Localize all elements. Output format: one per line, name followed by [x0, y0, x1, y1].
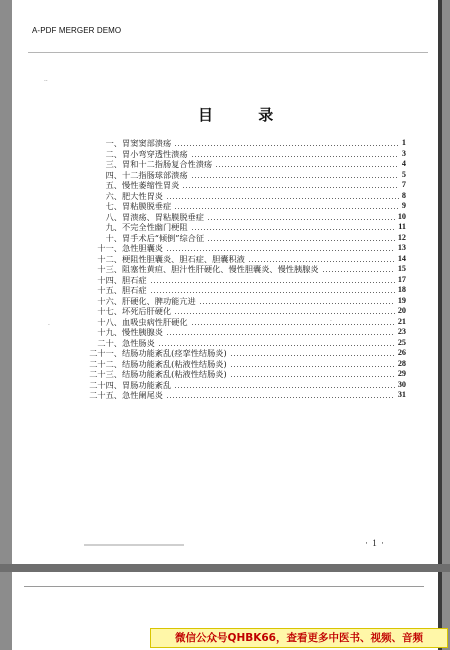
toc-entry-page: 11	[398, 222, 406, 231]
toc-entry	[72, 264, 406, 275]
toc-entry	[72, 170, 406, 181]
toc-leader-dots	[207, 219, 395, 220]
toc-entry-page: 10	[397, 211, 406, 221]
toc-entry-page: 9	[401, 201, 406, 210]
toc-entry-number: 六、	[105, 190, 122, 201]
toc-entry	[72, 338, 406, 349]
toc-entry-label: 急性阑尾炎	[122, 390, 163, 400]
scan-speck: ·	[48, 322, 50, 329]
toc-entry	[72, 243, 406, 254]
scan-artifact	[84, 544, 184, 546]
toc-entry-number: 十一、	[97, 243, 122, 253]
toc-entry-page: 15	[397, 264, 406, 273]
toc-leader-dots	[215, 166, 399, 167]
toc-entry-page: 25	[397, 337, 406, 347]
toc-entry-label: 胃和十二指肠复合性溃疡	[122, 159, 213, 169]
toc-entry-label: 坏死后肝硬化	[122, 306, 172, 316]
toc-entry-label: 肥大性胃炎	[122, 190, 163, 201]
promo-banner: 微信公众号QHBK66，查看更多中医书、视频、音频	[150, 628, 448, 648]
toc-entry-number: 十九、	[97, 327, 122, 337]
toc-entry-number: 十五、	[97, 285, 122, 295]
toc-entry-page: 26	[397, 348, 406, 357]
toc-leader-dots	[182, 187, 399, 188]
toc-entry-label: 肝硬化、脾功能亢进	[122, 295, 196, 306]
toc-leader-dots	[150, 292, 395, 293]
toc-entry	[72, 306, 406, 317]
toc-leader-dots	[248, 261, 395, 262]
toc-leader-dots	[191, 177, 399, 178]
toc-entry-label: 不完全性幽门梗阻	[122, 222, 188, 232]
toc-entry	[72, 327, 406, 338]
toc-leader-dots	[174, 387, 395, 388]
toc-entry	[72, 180, 406, 191]
toc-entry-number: 十、	[105, 232, 122, 243]
toc-leader-dots	[322, 271, 395, 272]
toc-entry-label: 结肠功能紊乱(粘液性结肠炎)	[122, 358, 227, 369]
toc-entry-number: 二十一、	[89, 348, 122, 358]
toc-entry-page: 13	[397, 243, 406, 252]
toc-entry	[72, 149, 406, 160]
toc-entry-number: 四、	[105, 169, 122, 180]
toc-leader-dots	[166, 198, 399, 199]
toc-entry-number: 二、	[105, 148, 122, 159]
toc-entry-page: 7	[401, 180, 406, 189]
toc-entry-number: 一、	[105, 138, 122, 148]
toc-leader-dots	[230, 376, 395, 377]
toc-entry-label: 结肠功能紊乱(粘液性结肠炎)	[122, 369, 227, 379]
toc-entry-number: 十七、	[97, 306, 122, 316]
toc-entry	[72, 296, 406, 307]
toc-entry	[72, 275, 406, 286]
toc-entry	[72, 369, 406, 380]
scan-speck: ··	[44, 78, 48, 85]
toc-leader-dots	[174, 313, 395, 314]
toc-entry-label: 梗阻性胆囊炎、胆石症、胆囊积液	[122, 253, 245, 264]
toc-entry-number: 二十五、	[89, 390, 122, 400]
toc-entry-number: 七、	[105, 201, 122, 211]
table-of-contents	[72, 138, 406, 401]
toc-entry-page: 12	[397, 232, 406, 242]
toc-entry-number: 二十、	[97, 337, 122, 348]
toc-entry	[72, 359, 406, 370]
toc-leader-dots	[174, 208, 399, 209]
toc-leader-dots	[158, 345, 395, 346]
toc-entry-label: 胃肠功能紊乱	[122, 379, 172, 390]
toc-entry-label: 胆石症	[122, 285, 147, 295]
toc-entry	[72, 317, 406, 328]
page-shadow	[438, 0, 442, 564]
toc-leader-dots	[207, 240, 395, 241]
toc-entry-page: 20	[397, 306, 406, 315]
toc-entry-label: 血吸虫病性肝硬化	[122, 316, 188, 327]
toc-entry-page: 23	[397, 327, 406, 336]
toc-entry-page: 21	[397, 316, 406, 326]
toc-entry	[72, 380, 406, 391]
toc-entry-page: 5	[401, 169, 406, 179]
toc-entry	[72, 222, 406, 233]
toc-entry-number: 八、	[105, 211, 122, 222]
toc-entry-page: 28	[397, 358, 406, 368]
toc-entry	[72, 191, 406, 202]
toc-entry	[72, 285, 406, 296]
toc-leader-dots	[166, 334, 395, 335]
toc-entry-number: 三、	[105, 159, 122, 169]
toc-leader-dots	[230, 355, 395, 356]
page-gap	[0, 564, 450, 572]
toc-entry-page: 8	[401, 190, 406, 200]
toc-entry	[72, 254, 406, 265]
toc-entry-number: 十八、	[97, 316, 122, 327]
toc-entry-label: 急性肠炎	[122, 337, 155, 348]
toc-entry-number: 二十三、	[89, 369, 122, 379]
toc-leader-dots	[166, 250, 395, 251]
toc-entry-number: 十二、	[97, 253, 122, 264]
toc-entry-page: 29	[397, 369, 406, 378]
toc-leader-dots	[166, 397, 395, 398]
toc-entry	[72, 201, 406, 212]
toc-entry	[72, 138, 406, 149]
toc-entry-label: 慢性胰腺炎	[122, 327, 163, 337]
pdf-page-1	[12, 0, 438, 564]
toc-entry-page: 19	[397, 295, 406, 305]
toc-entry-label: 胃小弯穿透性溃疡	[122, 148, 188, 159]
page-number: · 1 ·	[365, 538, 385, 548]
toc-leader-dots	[191, 324, 395, 325]
toc-entry-number: 十三、	[97, 264, 122, 274]
toc-entry	[72, 212, 406, 223]
toc-leader-dots	[174, 145, 399, 146]
toc-entry	[72, 159, 406, 170]
toc-entry-label: 急性胆囊炎	[122, 243, 163, 253]
toc-entry-page: 3	[401, 148, 406, 158]
toc-entry-label: 胃窦窦部溃疡	[122, 138, 172, 148]
toc-title: 目 录	[198, 106, 294, 124]
header-rule	[24, 586, 424, 587]
toc-entry-label: 结肠功能紊乱(痉挛性结肠炎)	[122, 348, 227, 358]
toc-entry-label: 十二指肠球部溃疡	[122, 169, 188, 180]
toc-entry-number: 二十四、	[89, 379, 122, 390]
toc-entry-number: 九、	[105, 222, 122, 232]
toc-entry-page: 14	[397, 253, 406, 263]
toc-leader-dots	[191, 229, 395, 230]
header-rule	[28, 52, 428, 53]
toc-entry-page: 18	[397, 285, 406, 294]
toc-entry-label: 胃手术后“倾倒”综合征	[122, 232, 205, 243]
toc-entry-page: 4	[401, 159, 406, 168]
scan-speck: ·	[330, 318, 332, 325]
toc-entry-label: 胃粘膜脱垂症	[122, 201, 172, 211]
toc-entry	[72, 348, 406, 359]
toc-leader-dots	[199, 303, 395, 304]
toc-entry-label: 胃溃疡、胃粘膜脱垂症	[122, 211, 204, 222]
toc-entry-label: 胆石症	[122, 274, 147, 285]
toc-entry-page: 1	[401, 138, 406, 147]
toc-entry-number: 二十二、	[89, 358, 122, 369]
demo-watermark: A-PDF MERGER DEMO	[32, 26, 122, 35]
toc-entry-number: 十四、	[97, 274, 122, 285]
toc-entry-page: 30	[397, 379, 406, 389]
toc-entry-number: 十六、	[97, 295, 122, 306]
toc-leader-dots	[191, 156, 399, 157]
toc-entry-number: 五、	[105, 180, 122, 190]
toc-entry	[72, 390, 406, 401]
toc-entry-label: 阻塞性黄疸、胆汁性肝硬化、慢性胆囊炎、慢性胰腺炎	[122, 264, 319, 274]
toc-entry	[72, 233, 406, 244]
toc-leader-dots	[230, 366, 395, 367]
toc-leader-dots	[150, 282, 395, 283]
toc-entry-page: 17	[397, 274, 406, 284]
toc-entry-page: 31	[397, 390, 406, 399]
toc-entry-label: 慢性萎缩性胃炎	[122, 180, 180, 190]
